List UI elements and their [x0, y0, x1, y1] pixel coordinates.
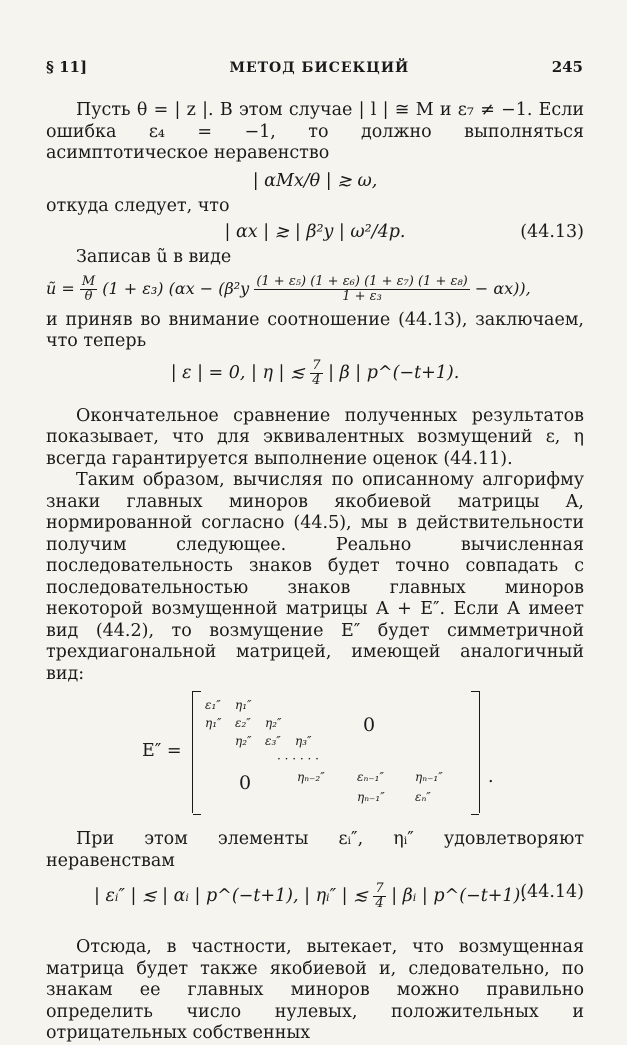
- fraction-epsilons: [254, 275, 469, 304]
- paragraph-6: Таким образом, вычисляя по описанному алгорифму знаки главных миноров якобиевой матрицы A, нормированной согласно (44.5), мы в действительности получим следующее. Реально вычисленная последовательность знаков будет точно совпадать с последовательностью знаков главных миноров некоторой возмущенной матрицы A + E″. Если A имеет вид (44.2), то возмущение E″ будет симметричной трехдиагональной матрицей, имеющей аналогичный вид:: [46, 470, 584, 684]
- paragraph-3: Записав ũ в виде: [76, 247, 232, 267]
- matrix-e-double-prime: [46, 689, 584, 821]
- matrix-cell: ηₙ₋₁″: [415, 770, 443, 784]
- matrix-label: E″ =: [142, 741, 182, 761]
- matrix-cell: η₂″: [265, 716, 282, 730]
- fraction-denominator: 4: [375, 896, 384, 911]
- matrix-cell: εₙ″: [415, 790, 431, 804]
- equation-part: | εᵢ″ | ≲ | αᵢ | p^(−t+1), | ηᵢ″ | ≲: [94, 886, 374, 906]
- equation-part: | β | p^(−t+1).: [328, 362, 460, 383]
- paragraph-4: и приняв во внимание соотношение (44.13), заключаем, что теперь: [46, 309, 584, 351]
- paragraph-5: Окончательное сравнение полученных результатов показывает, что для эквивалентных возмущений ε, η всегда гарантируется выполнение оценок (44.11).: [46, 405, 584, 469]
- fraction-numerator: M: [81, 273, 96, 289]
- matrix-dots: · · · · · ·: [277, 752, 319, 766]
- matrix-cell: η₃″: [295, 734, 312, 748]
- equation-44-13: [46, 222, 584, 244]
- equation-44-14: [46, 882, 584, 911]
- equation-eps-eta: [46, 359, 584, 388]
- matrix-cell: ηₙ₋₂″: [297, 770, 325, 784]
- fraction-numerator: 7: [375, 881, 384, 896]
- matrix-cell: ε₃″: [265, 734, 281, 748]
- equation-text: | αx | ≳ | β²y | ω²/4p.: [224, 221, 406, 242]
- equation-number: (44.14): [520, 882, 584, 902]
- fraction-seven-fourths: [310, 359, 322, 388]
- paragraph-8: Отсюда, в частности, вытекает, что возмущенная матрица будет также якобиевой и, следовательно, по знакам ее главных миноров можно правильно определить число нулевых, положительных и отрицательных собственных: [46, 937, 584, 1043]
- equation-end: − αx)),: [474, 278, 531, 298]
- equation-u-tilde: [46, 275, 584, 304]
- matrix-cell: ε₂″: [235, 716, 251, 730]
- fraction-denominator: 1 + ε₃: [342, 288, 382, 304]
- section-marker: § 11]: [46, 58, 88, 76]
- page-body: [46, 100, 584, 1045]
- running-header: [46, 58, 583, 76]
- equation-asymptotic: [46, 171, 584, 193]
- equation-text: | αMx/θ | ≳ ω,: [252, 170, 378, 191]
- matrix-cell: ηₙ₋₁″: [357, 790, 385, 804]
- matrix-cell: η₁″: [235, 698, 252, 712]
- page-number: 245: [551, 58, 583, 76]
- matrix-period: .: [488, 767, 494, 787]
- fraction-numerator: (1 + ε₅) (1 + ε₆) (1 + ε₇) (1 + ε₈): [256, 273, 468, 289]
- equation-lhs: ũ =: [46, 278, 80, 298]
- fraction-numerator: 7: [312, 357, 321, 373]
- matrix-cell: η₂″: [235, 734, 252, 748]
- paragraph-2: откуда следует, что: [46, 196, 230, 216]
- matrix-zero-upper: 0: [363, 714, 376, 736]
- fraction-denominator: θ: [84, 288, 93, 304]
- matrix-cell: εₙ₋₁″: [357, 770, 384, 784]
- matrix-cell: ε₁″: [205, 698, 221, 712]
- paragraph-1: Пусть θ = | z |. В этом случае | l | ≅ M и ε₇ ≠ −1. Если ошибка ε₄ = −1, то должно выполняться асимптотическое неравенство: [46, 100, 584, 163]
- paragraph-7: При этом элементы εᵢ″, ηᵢ″ удовлетворяют неравенствам: [46, 829, 584, 871]
- fraction-denominator: 4: [312, 372, 321, 388]
- fraction-m-theta: [80, 275, 97, 304]
- matrix-brackets: [192, 691, 480, 813]
- matrix-cell: η₁″: [205, 716, 222, 730]
- equation-part: | βᵢ | p^(−t+1).: [391, 886, 526, 906]
- matrix-zero-lower: 0: [239, 772, 252, 794]
- equation-number: (44.13): [520, 221, 584, 242]
- fraction-seven-fourths: [373, 882, 385, 911]
- chapter-title: МЕТОД БИСЕКЦИЙ: [229, 60, 410, 76]
- equation-part: | ε | = 0, | η | ≲: [170, 362, 311, 383]
- equation-middle: (1 + ε₃) (αx − (β²y: [102, 278, 255, 298]
